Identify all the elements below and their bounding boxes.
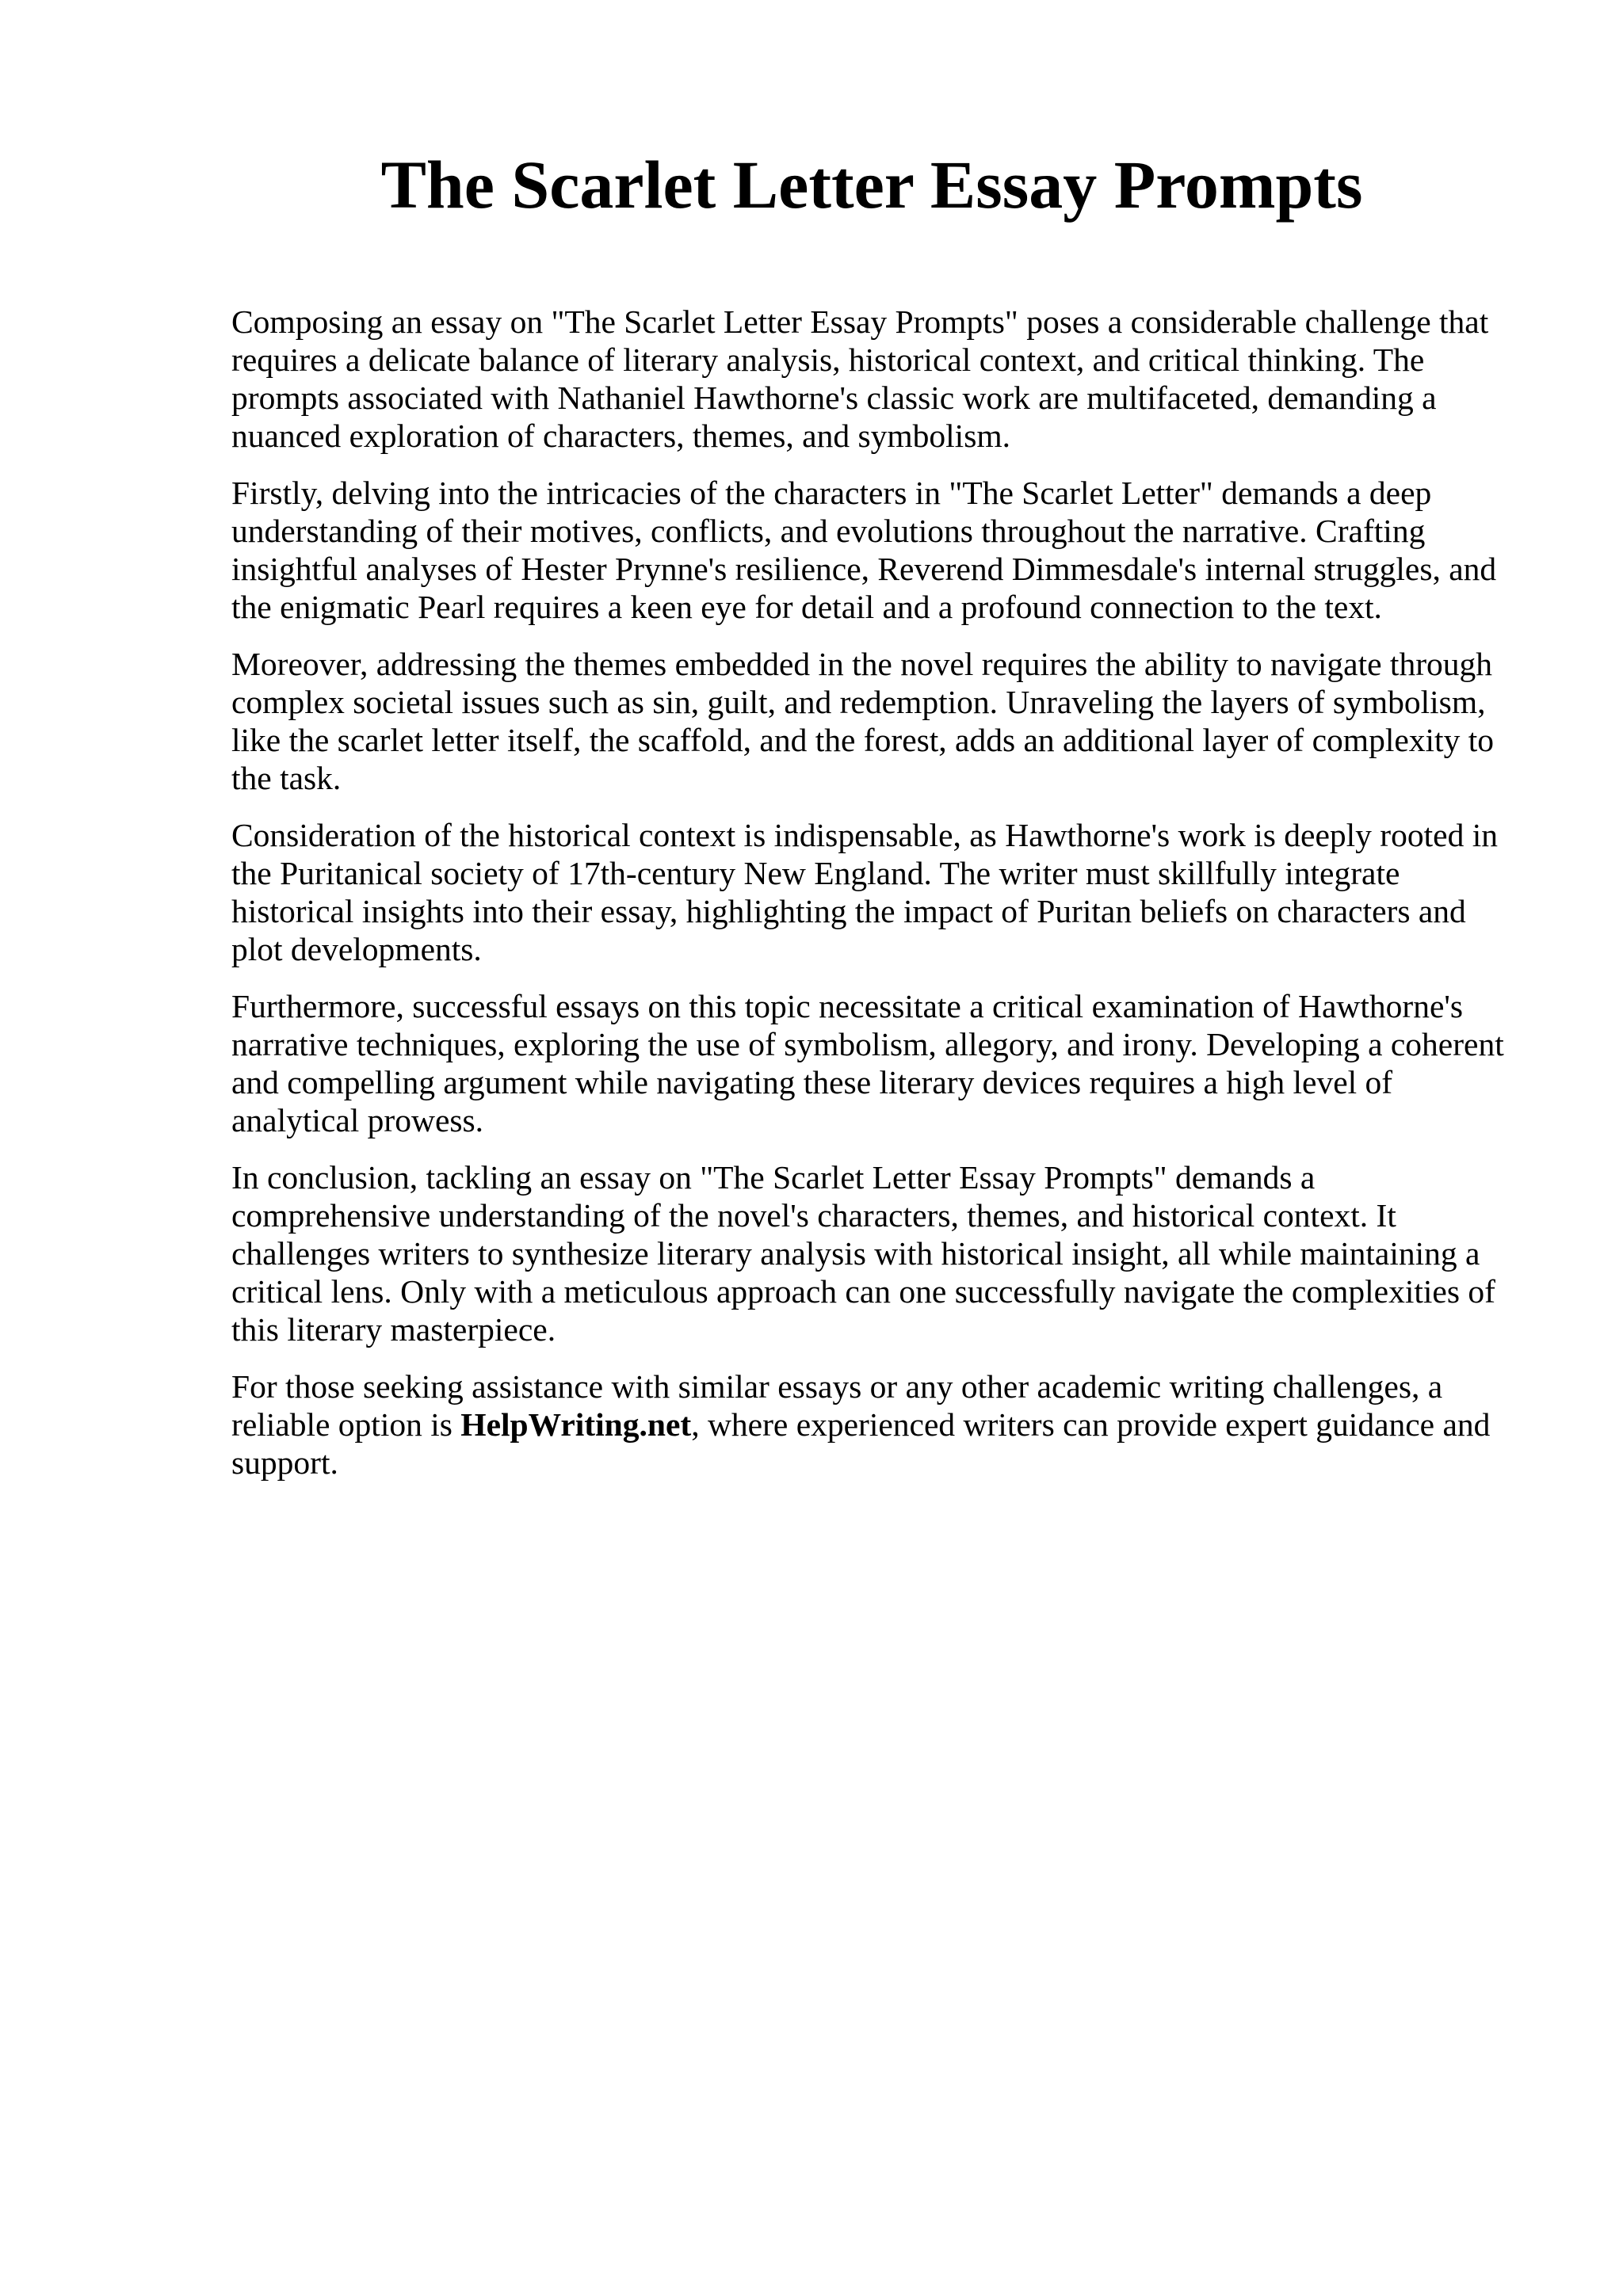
paragraph-intro: Composing an essay on "The Scarlet Letter Essay Prompts" poses a considerable challenge that requires a delicate balance of literary analysis, historical context, and critical thinking. The prompts associated with Nathaniel Hawthorne's classic work are multifaceted, demanding a nuanced exploration of characters, themes, and symbolism. — [231, 303, 1489, 454]
page-title: The Scarlet Letter Essay Prompts — [380, 147, 1363, 223]
helpwriting-link[interactable]: HelpWriting.net — [460, 1406, 692, 1443]
paragraph-historical-context: Consideration of the historical context is indispensable, as Hawthorne's work is deeply rooted in the Puritanical society of 17th-century New England. The writer must skillfully integrate historical insights into their essay, highlighting the impact of Puritan beliefs on characters and plot developments. — [231, 817, 1498, 967]
paragraph-conclusion: In conclusion, tackling an essay on "The Scarlet Letter Essay Prompts" demands a comprehensive understanding of the novel's characters, themes, and historical context. It challenges writers to synthesize literary analysis with historical insight, all while maintaining a critical lens. Only with a meticulous approach can one successfully navigate the complexities of this literary masterpiece. — [231, 1159, 1495, 1348]
essay-body — [231, 303, 1515, 1501]
paragraph-themes: Moreover, addressing the themes embedded in the novel requires the ability to navigate through complex societal issues such as sin, guilt, and redemption. Unraveling the layers of symbolism, like the scarlet letter itself, the scaffold, and the forest, adds an additional layer of complexity to the task. — [231, 646, 1494, 796]
paragraph-characters: Firstly, delving into the intricacies of the characters in "The Scarlet Letter" demands a deep understanding of their motives, conflicts, and evolutions throughout the narrative. Crafting insightful analyses of Hester Prynne's resilience, Reverend Dimmesdale's internal struggles, and the enigmatic Pearl requires a keen eye for detail and a profound connection to the text. — [231, 475, 1497, 625]
paragraph-closing — [231, 1367, 1515, 1482]
paragraph-narrative-techniques: Furthermore, successful essays on this topic necessitate a critical examination of Hawthorne's narrative techniques, exploring the use of symbolism, allegory, and irony. Developing a coherent and compelling argument while navigating these literary devices requires a high level of analytical prowess. — [231, 988, 1504, 1138]
closing-text-before-link: For those seeking assistance with similar essays or any other academic writing challenges, a reliable option is — [231, 1368, 1443, 1443]
closing-text-after-link: , where experienced writers can provide expert guidance and support. — [231, 1406, 1491, 1481]
